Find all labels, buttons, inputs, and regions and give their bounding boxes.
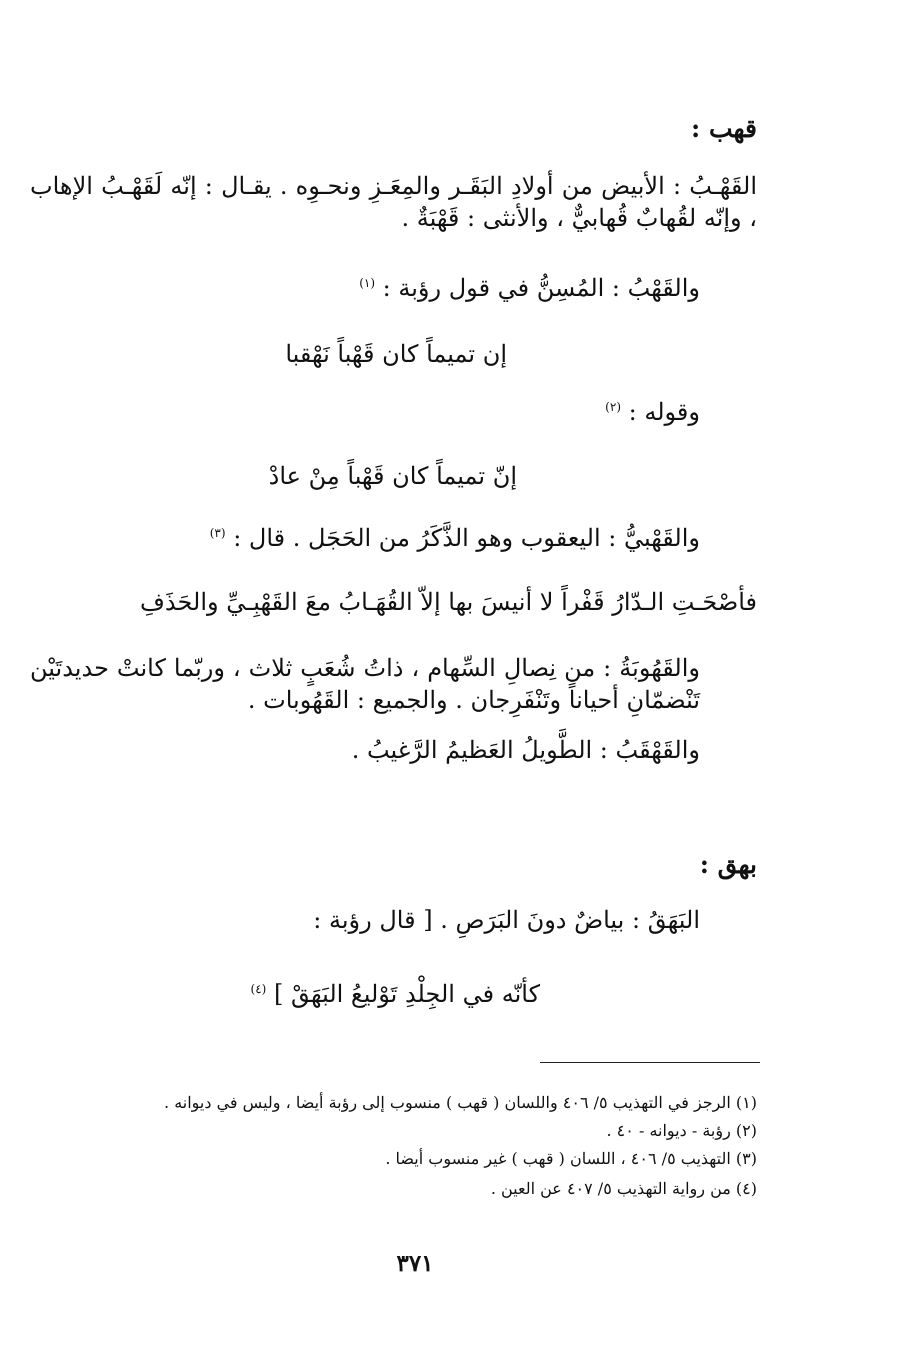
- definition-text: والقَهْبيُّ : اليعقوب وهو الذَّكَرُ من الحَجَل . قال :: [233, 524, 700, 552]
- verse-line: [251, 978, 540, 1010]
- footnote-ref: (٢): [605, 400, 621, 414]
- verse-line: إن تميماً كان قَهْباً نَهْقبا: [285, 340, 507, 368]
- verse-text: كأنّه في الجِلْدِ تَوْليعُ البَهَقْ ]: [274, 980, 540, 1008]
- footnote: (١) الرجز في التهذيب ٥/ ٤٠٦ واللسان ( قهب ) منسوب إلى رؤبة أيضا ، وليس في ديوانه .: [164, 1093, 757, 1112]
- footnote: (٢) رؤبة - ديوانه - ٤٠ .: [606, 1121, 757, 1140]
- footnote-ref: (١): [359, 276, 376, 290]
- footnote-ref: (٣): [209, 526, 226, 540]
- definition-text: والقَهْبُ : المُسِنُّ في قول رؤبة :: [382, 274, 700, 302]
- definition-paragraph: [210, 522, 700, 554]
- verse-couplet: فأصْحَـتِ الـدّارُ قَفْراً لا أنيسَ بها إلاّ القُهَـابُ معَ القَهْبِـيِّ والحَذَفِ: [140, 588, 757, 616]
- definition-paragraph: والقَهْقَبُ : الطَّويلُ العَظيمُ الرَّغيبُ .: [351, 736, 700, 764]
- footnote: (٣) التهذيب ٥/ ٤٠٦ ، اللسان ( قهب ) غير منسوب أيضا .: [385, 1149, 757, 1168]
- verse-line: إنّ تميماً كان قَهْباً مِنْ عادْ: [268, 462, 517, 490]
- page-number: ٣٧١: [396, 1250, 434, 1277]
- definition-text: وقوله :: [628, 398, 700, 426]
- definition-paragraph: والقَهُوبَةُ : من نِصالِ السِّهام ، ذاتُ شُعَبٍ ثلاث ، وربّما كانتْ حديدتَيْن تَنْضمّانِ أحياناً وتَنْفَرِجان . والجميع : القَهُوبات .: [30, 654, 700, 715]
- footnote: (٤) من رواية التهذيب ٥/ ٤٠٧ عن العين .: [490, 1179, 757, 1198]
- definition-paragraph: البَهَقُ : بياضٌ دونَ البَرَصِ . [ قال رؤبة :: [313, 906, 700, 934]
- definition-paragraph: [605, 396, 700, 428]
- footnote-ref: (٤): [250, 982, 267, 996]
- entry-heading-qahb: قهب :: [691, 114, 757, 143]
- definition-paragraph: [359, 272, 700, 304]
- entry-heading-bahaq: بهق :: [699, 850, 757, 879]
- definition-paragraph: القَهْـبُ : الأبيض من أولادِ البَقَـر والمِعَـزِ ونحـوِه . يقـال : إنّه لَقَهْـبُ الإهاب ، وإنّه لقُهابٌ قُهابيٌّ ، والأنثى : قَهْبَةٌ .: [30, 172, 757, 233]
- footnote-divider: [540, 1062, 760, 1063]
